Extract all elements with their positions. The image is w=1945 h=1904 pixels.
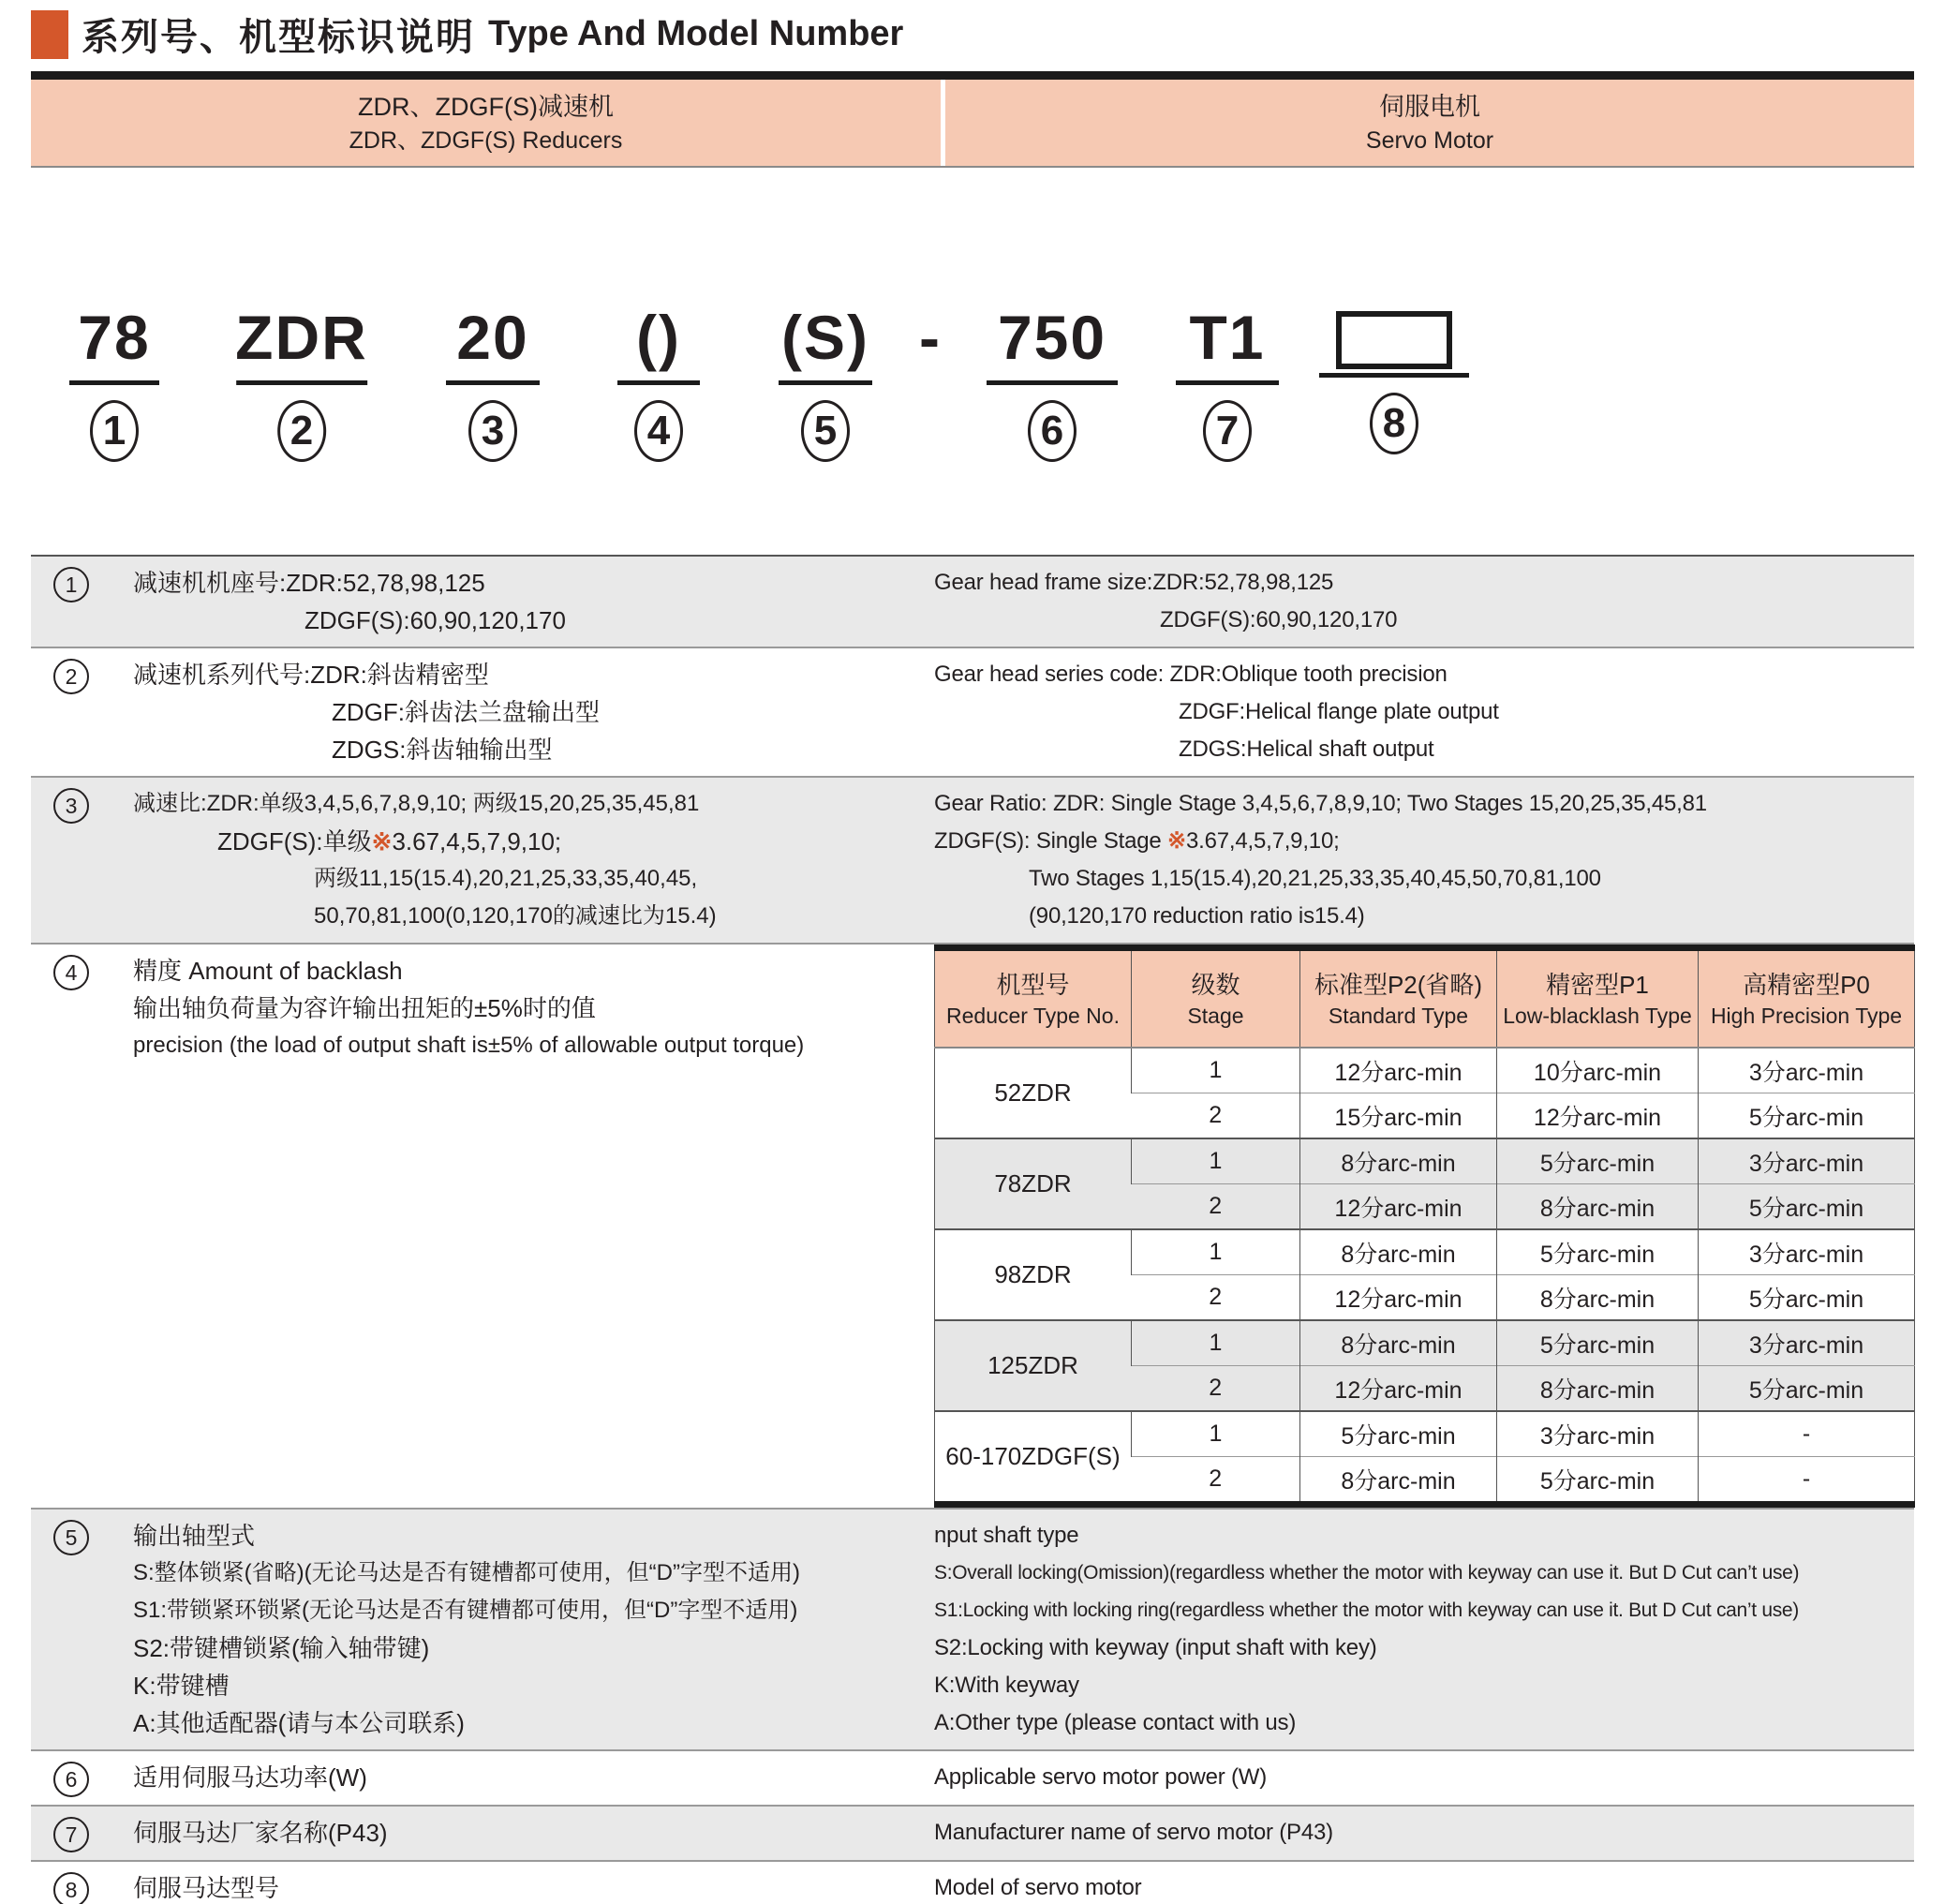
circled-number-4: 4 bbox=[634, 400, 683, 462]
cell-stage: 2 bbox=[1132, 1366, 1300, 1412]
circled-number-4: 4 bbox=[53, 955, 89, 990]
cell-stage: 1 bbox=[1132, 1138, 1300, 1184]
explanation-row-5 bbox=[31, 1510, 1914, 1751]
header-zh: 高精密型P0 bbox=[1743, 971, 1870, 999]
segment-underline bbox=[69, 380, 159, 385]
en-line: ZDGF(S): Single Stage ※3.67,4,5,7,9,10; bbox=[934, 828, 1340, 854]
header-en: Standard Type bbox=[1328, 1004, 1469, 1028]
zh-line: S:整体锁紧(省略)(无论马达是否有键槽都可使用，但“D”字型不适用) bbox=[133, 1560, 800, 1585]
cell-standard-p2: 12分arc-min bbox=[1300, 1366, 1497, 1412]
en-line: ZDGF(S):60,90,120,170 bbox=[1160, 607, 1398, 632]
model-segment-text: 78 bbox=[78, 303, 151, 372]
cell-stage: 1 bbox=[1132, 1411, 1300, 1457]
explanation-en-text bbox=[934, 1869, 1914, 1904]
cell-stage: 1 bbox=[1132, 1048, 1300, 1093]
model-segment-7 bbox=[1176, 298, 1279, 462]
blank-model-box bbox=[1336, 311, 1452, 369]
cell-high-precision-p0: - bbox=[1699, 1411, 1915, 1457]
en-line: A:Other type (please contact with us) bbox=[934, 1710, 1297, 1735]
zh-line: precision (the load of output shaft is±5% of allowable output torque) bbox=[133, 1033, 805, 1058]
en-line: S:Overall locking(Omission)(regardless whether the motor with keyway can use it. But D Cut can’t use) bbox=[934, 1562, 1800, 1584]
header-en: High Precision Type bbox=[1710, 1004, 1903, 1028]
cell-model: 52ZDR bbox=[994, 1078, 1072, 1107]
zh-line: A:其他适配器(请与本公司联系) bbox=[133, 1709, 465, 1737]
zh-line: 伺服马达厂家名称(P43) bbox=[133, 1819, 388, 1847]
en-line: Applicable servo motor power (W) bbox=[934, 1764, 1268, 1790]
cell-high-precision-p0: 3分arc-min bbox=[1699, 1048, 1915, 1093]
circled-number-2: 2 bbox=[53, 659, 89, 694]
explanation-en-text bbox=[934, 945, 1914, 1508]
segment-underline bbox=[1176, 380, 1279, 385]
explanation-zh-text bbox=[133, 1869, 934, 1904]
page-title bbox=[31, 7, 903, 61]
cell-high-precision-p0: 3分arc-min bbox=[1699, 1320, 1915, 1366]
zh-line: 伺服马达型号 bbox=[133, 1874, 280, 1902]
explanation-zh-text bbox=[133, 1517, 934, 1742]
cell-low-backlash-p1: 10分arc-min bbox=[1497, 1048, 1699, 1093]
cell-low-backlash-p1: 5分arc-min bbox=[1497, 1138, 1699, 1184]
cell-standard-p2: 8分arc-min bbox=[1300, 1138, 1497, 1184]
backlash-row-52ZDR-stage1 bbox=[935, 1048, 1915, 1093]
cell-high-precision-p0: - bbox=[1699, 1457, 1915, 1505]
zh-line: 减速机机座号:ZDR:52,78,98,125 bbox=[133, 569, 485, 597]
explanation-row-1 bbox=[31, 557, 1914, 648]
cell-low-backlash-p1: 3分arc-min bbox=[1497, 1411, 1699, 1457]
band-servo-cell bbox=[945, 80, 1914, 166]
band-reducers-zh: ZDR、ZDGF(S)减速机 bbox=[358, 93, 614, 121]
explanation-en-text bbox=[934, 1759, 1914, 1797]
cell-stage: 2 bbox=[1132, 1275, 1300, 1321]
backlash-header-cell bbox=[1497, 948, 1699, 1049]
header-zh: 机型号 bbox=[996, 971, 1070, 999]
zh-line: S2:带键槽锁紧(输入轴带键) bbox=[133, 1634, 430, 1662]
segment-underline bbox=[617, 380, 700, 385]
model-segment-text: (S) bbox=[781, 303, 869, 372]
explanation-row-7 bbox=[31, 1807, 1914, 1862]
header-zh: 级数 bbox=[1191, 971, 1240, 999]
backlash-precision-table bbox=[934, 945, 1915, 1508]
explanation-zh-text bbox=[133, 945, 934, 1508]
backlash-header-cell bbox=[1300, 948, 1497, 1049]
cell-high-precision-p0: 5分arc-min bbox=[1699, 1366, 1915, 1412]
en-line: nput shaft type bbox=[934, 1523, 1079, 1548]
zh-line: 两级11,15(15.4),20,21,25,33,35,40,45, bbox=[314, 866, 698, 891]
zh-line: ZDGF(S):60,90,120,170 bbox=[304, 606, 566, 634]
cell-high-precision-p0: 5分arc-min bbox=[1699, 1093, 1915, 1139]
zh-line: K:带键槽 bbox=[133, 1672, 230, 1700]
cell-model: 125ZDR bbox=[935, 1320, 1132, 1411]
en-line: ZDGS:Helical shaft output bbox=[1179, 736, 1434, 762]
circled-number-3: 3 bbox=[53, 788, 89, 824]
band-servo-en: Servo Motor bbox=[1365, 127, 1494, 154]
title-bullet-square bbox=[31, 10, 68, 59]
zh-line: 适用伺服马达功率(W) bbox=[133, 1763, 367, 1792]
circled-number-7: 7 bbox=[1203, 400, 1252, 462]
header-en: Stage bbox=[1187, 1004, 1244, 1028]
cell-model: 78ZDR bbox=[935, 1138, 1132, 1229]
model-segment-text: T1 bbox=[1189, 303, 1266, 372]
page-title-en: Type And Model Number bbox=[488, 14, 904, 53]
cell-high-precision-p0: 3分arc-min bbox=[1699, 1229, 1915, 1275]
segment-underline bbox=[1319, 373, 1469, 378]
cell-standard-p2: 5分arc-min bbox=[1300, 1411, 1497, 1457]
backlash-row-125ZDR-stage1 bbox=[935, 1320, 1915, 1366]
page-title-zh: 系列号、机型标识说明 bbox=[82, 17, 475, 58]
cell-standard-p2: 12分arc-min bbox=[1300, 1275, 1497, 1321]
cell-stage: 2 bbox=[1132, 1457, 1300, 1505]
en-line: ZDGF:Helical flange plate output bbox=[1179, 699, 1499, 724]
cell-standard-p2: 8分arc-min bbox=[1300, 1320, 1497, 1366]
model-segment-text: () bbox=[636, 303, 681, 372]
backlash-row-78ZDR-stage1 bbox=[935, 1138, 1915, 1184]
circled-number-6: 6 bbox=[1028, 400, 1076, 462]
en-line: Manufacturer name of servo motor (P43) bbox=[934, 1820, 1333, 1845]
segment-underline bbox=[779, 380, 872, 385]
model-number-diagram bbox=[0, 298, 1945, 523]
explanation-row-4 bbox=[31, 945, 1914, 1510]
zh-line: 精度 Amount of backlash bbox=[133, 957, 403, 985]
explanation-en-text bbox=[934, 1517, 1914, 1742]
segment-underline bbox=[236, 380, 367, 385]
en-line: (90,120,170 reduction ratio is15.4) bbox=[1029, 903, 1365, 929]
zh-line: 输出轴负荷量为容许输出扭矩的±5%时的值 bbox=[133, 994, 596, 1022]
explanation-en-text bbox=[934, 785, 1914, 935]
circled-number-1: 1 bbox=[53, 567, 89, 602]
cell-stage: 2 bbox=[1132, 1093, 1300, 1139]
model-segment-4 bbox=[617, 298, 700, 462]
model-segment-5 bbox=[779, 298, 872, 462]
backlash-header-cell bbox=[1132, 948, 1300, 1049]
model-segment-text: 750 bbox=[997, 303, 1107, 372]
model-segment-text: 20 bbox=[456, 303, 529, 372]
explanation-zh-text bbox=[133, 1814, 934, 1852]
circled-number-8: 8 bbox=[53, 1872, 89, 1904]
cell-stage: 1 bbox=[1132, 1229, 1300, 1275]
cell-standard-p2: 12分arc-min bbox=[1300, 1048, 1497, 1093]
zh-line: ZDGF(S):单级※3.67,4,5,7,9,10; bbox=[217, 827, 562, 855]
circled-number-5: 5 bbox=[53, 1520, 89, 1555]
cell-low-backlash-p1: 8分arc-min bbox=[1497, 1366, 1699, 1412]
zh-line: S1:带锁紧环锁紧(无论马达是否有键槽都可使用，但“D”字型不适用) bbox=[133, 1598, 798, 1623]
cell-standard-p2: 12分arc-min bbox=[1300, 1184, 1497, 1230]
cell-low-backlash-p1: 8分arc-min bbox=[1497, 1275, 1699, 1321]
cell-low-backlash-p1: 5分arc-min bbox=[1497, 1457, 1699, 1505]
en-line: Two Stages 1,15(15.4),20,21,25,33,35,40,45,50,70,81,100 bbox=[1029, 866, 1601, 891]
model-segment-2 bbox=[235, 298, 368, 462]
header-en: Low-blacklash Type bbox=[1503, 1004, 1692, 1028]
zh-line: ZDGF:斜齿法兰盘输出型 bbox=[332, 698, 600, 726]
zh-line: 减速机系列代号:ZDR:斜齿精密型 bbox=[133, 661, 489, 689]
circled-number-8: 8 bbox=[1370, 393, 1418, 454]
circled-number-2: 2 bbox=[277, 400, 326, 462]
en-line: Model of servo motor bbox=[934, 1875, 1142, 1900]
model-segment-8 bbox=[1319, 298, 1469, 454]
en-line: S1:Locking with locking ring(regardless whether the motor with keyway can use it. But D Cut can’t use) bbox=[934, 1599, 1800, 1621]
cell-stage: 1 bbox=[1132, 1320, 1300, 1366]
band-reducers-cell bbox=[31, 80, 941, 166]
reference-mark: ※ bbox=[371, 827, 393, 855]
model-segment-3 bbox=[446, 298, 540, 462]
zh-line: 50,70,81,100(0,120,170的减速比为15.4) bbox=[314, 903, 717, 929]
header-zh: 标准型P2(省略) bbox=[1314, 971, 1483, 999]
en-line: Gear head series code: ZDR:Oblique tooth precision bbox=[934, 662, 1448, 687]
cell-standard-p2: 8分arc-min bbox=[1300, 1229, 1497, 1275]
explanation-row-2 bbox=[31, 648, 1914, 778]
en-line: S2:Locking with keyway (input shaft with key) bbox=[934, 1635, 1377, 1660]
explanation-list bbox=[31, 555, 1914, 1904]
cell-low-backlash-p1: 12分arc-min bbox=[1497, 1093, 1699, 1139]
circled-number-3: 3 bbox=[468, 400, 517, 462]
model-segment-text: - bbox=[919, 303, 942, 372]
cell-high-precision-p0: 5分arc-min bbox=[1699, 1275, 1915, 1321]
segment-underline bbox=[446, 380, 540, 385]
model-segment-text: ZDR bbox=[235, 303, 368, 372]
explanation-row-6 bbox=[31, 1751, 1914, 1807]
cell-low-backlash-p1: 8分arc-min bbox=[1497, 1184, 1699, 1230]
backlash-row-98ZDR-stage1 bbox=[935, 1229, 1915, 1275]
cell-standard-p2: 15分arc-min bbox=[1300, 1093, 1497, 1139]
zh-line: ZDGS:斜齿轴输出型 bbox=[332, 736, 553, 764]
cell-stage: 2 bbox=[1132, 1184, 1300, 1230]
en-line: Gear Ratio: ZDR: Single Stage 3,4,5,6,7,8,9,10; Two Stages 15,20,25,35,45,81 bbox=[934, 791, 1707, 816]
cell-high-precision-p0: 3分arc-min bbox=[1699, 1138, 1915, 1184]
band-servo-zh: 伺服电机 bbox=[1379, 93, 1480, 121]
circled-number-1: 1 bbox=[90, 400, 139, 462]
en-line: K:With keyway bbox=[934, 1673, 1079, 1698]
explanation-en-text bbox=[934, 1814, 1914, 1852]
explanation-en-text bbox=[934, 564, 1914, 639]
explanation-zh-text bbox=[133, 656, 934, 768]
cell-model: 60-170ZDGF(S) bbox=[935, 1411, 1132, 1505]
explanation-row-3 bbox=[31, 778, 1914, 945]
backlash-row-60-170ZDGF(S)-stage1 bbox=[935, 1411, 1915, 1457]
explanation-zh-text bbox=[133, 785, 934, 935]
explanation-zh-text bbox=[133, 1759, 934, 1797]
band-reducers-en: ZDR、ZDGF(S) Reducers bbox=[349, 127, 623, 154]
cell-model: 98ZDR bbox=[935, 1229, 1132, 1320]
en-line: Gear head frame size:ZDR:52,78,98,125 bbox=[934, 570, 1334, 595]
zh-line: 减速比:ZDR:单级3,4,5,6,7,8,9,10; 两级15,20,25,35,45,81 bbox=[133, 791, 700, 816]
explanation-row-8 bbox=[31, 1862, 1914, 1904]
explanation-zh-text bbox=[133, 564, 934, 639]
cell-low-backlash-p1: 5分arc-min bbox=[1497, 1320, 1699, 1366]
cell-standard-p2: 8分arc-min bbox=[1300, 1457, 1497, 1505]
cell-low-backlash-p1: 5分arc-min bbox=[1497, 1229, 1699, 1275]
circled-number-7: 7 bbox=[53, 1817, 89, 1852]
cell-high-precision-p0: 5分arc-min bbox=[1699, 1184, 1915, 1230]
zh-line: 输出轴型式 bbox=[133, 1522, 256, 1550]
section-header-band bbox=[31, 71, 1914, 168]
explanation-en-text bbox=[934, 656, 1914, 768]
circled-number-5: 5 bbox=[801, 400, 850, 462]
header-zh: 精密型P1 bbox=[1546, 971, 1649, 999]
header-en: Reducer Type No. bbox=[946, 1004, 1120, 1028]
segment-underline bbox=[987, 380, 1118, 385]
circled-number-6: 6 bbox=[53, 1762, 89, 1797]
model-dash-separator bbox=[919, 298, 942, 377]
backlash-header-cell bbox=[1699, 948, 1915, 1049]
reference-mark: ※ bbox=[1167, 828, 1186, 854]
model-segment-1 bbox=[69, 298, 159, 462]
model-segment-6 bbox=[987, 298, 1118, 462]
backlash-header-cell bbox=[935, 948, 1132, 1049]
